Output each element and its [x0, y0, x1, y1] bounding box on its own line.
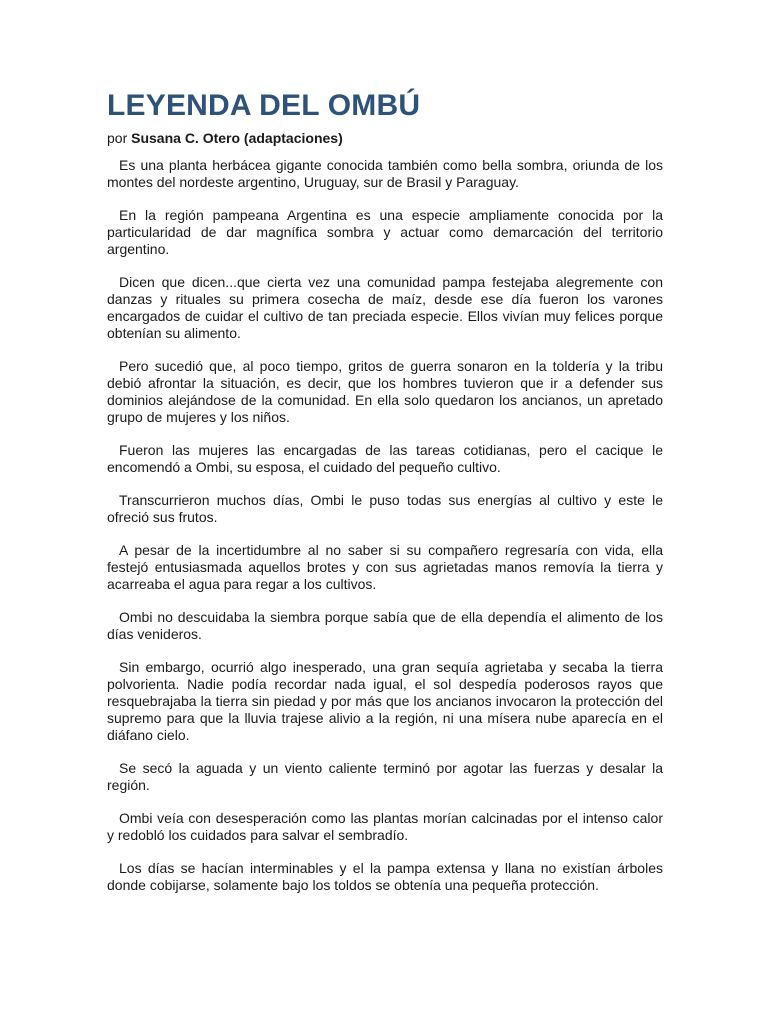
paragraph-5: Fueron las mujeres las encargadas de las tareas cotidianas, pero el cacique le encomendó a Ombi, su esposa, el cuidado del pequeño cultivo. — [107, 442, 663, 475]
paragraph-10: Se secó la aguada y un viento caliente terminó por agotar las fuerzas y desalar la región. — [107, 760, 663, 793]
document-title: LEYENDA DEL OMBÚ — [107, 89, 421, 122]
author-name: Susana C. Otero (adaptaciones) — [131, 130, 343, 146]
paragraph-4: Pero sucedió que, al poco tiempo, gritos de guerra sonaron en la toldería y la tribu debió afrontar la situación, es decir, que los hombres tuvieron que ir a defender sus dominios alejándose de la comunidad. En ella solo quedaron los ancianos, un apretado grupo de mujeres y los niños. — [107, 358, 663, 425]
byline — [107, 129, 663, 147]
paragraph-6: Transcurrieron muchos días, Ombi le puso todas sus energías al cultivo y este le ofreció sus frutos. — [107, 492, 663, 525]
paragraph-8: Ombi no descuidaba la siembra porque sabía que de ella dependía el alimento de los días venideros. — [107, 609, 663, 642]
paragraph-11: Ombi veía con desesperación como las plantas morían calcinadas por el intenso calor y redobló los cuidados para salvar el sembradío. — [107, 810, 663, 843]
document-page — [107, 86, 663, 910]
byline-prefix: por — [107, 130, 128, 146]
paragraph-1: Es una planta herbácea gigante conocida también como bella sombra, oriunda de los montes del nordeste argentino, Uruguay, sur de Brasil y Paraguay. — [107, 157, 663, 190]
paragraph-2: En la región pampeana Argentina es una especie ampliamente conocida por la particularidad de dar magnífica sombra y actuar como demarcación del territorio argentino. — [107, 207, 663, 257]
paragraph-9: Sin embargo, ocurrió algo inesperado, una gran sequía agrietaba y secaba la tierra polvorienta. Nadie podía recordar nada igual, el sol despedía poderosos rayos que resquebrajaba la tierra sin piedad y por más que los ancianos invocaron la protección del supremo para que la lluvia trajese alivio a la región, ni una mísera nube aparecía en el diáfano cielo. — [107, 659, 663, 743]
document-body — [107, 157, 663, 894]
paragraph-3: Dicen que dicen...que cierta vez una comunidad pampa festejaba alegremente con danzas y rituales su primera cosecha de maíz, desde ese día fueron los varones encargados de cuidar el cultivo de tan preciada especie. Ellos vivían muy felices porque obtenían su alimento. — [107, 274, 663, 341]
paragraph-7: A pesar de la incertidumbre al no saber si su compañero regresaría con vida, ella festejó entusiasmada aquellos brotes y con sus agrietadas manos removía la tierra y acarreaba el agua para regar a los cultivos. — [107, 542, 663, 592]
paragraph-12: Los días se hacían interminables y el la pampa extensa y llana no existían árboles donde cobijarse, solamente bajo los toldos se obtenía una pequeña protección. — [107, 860, 663, 893]
